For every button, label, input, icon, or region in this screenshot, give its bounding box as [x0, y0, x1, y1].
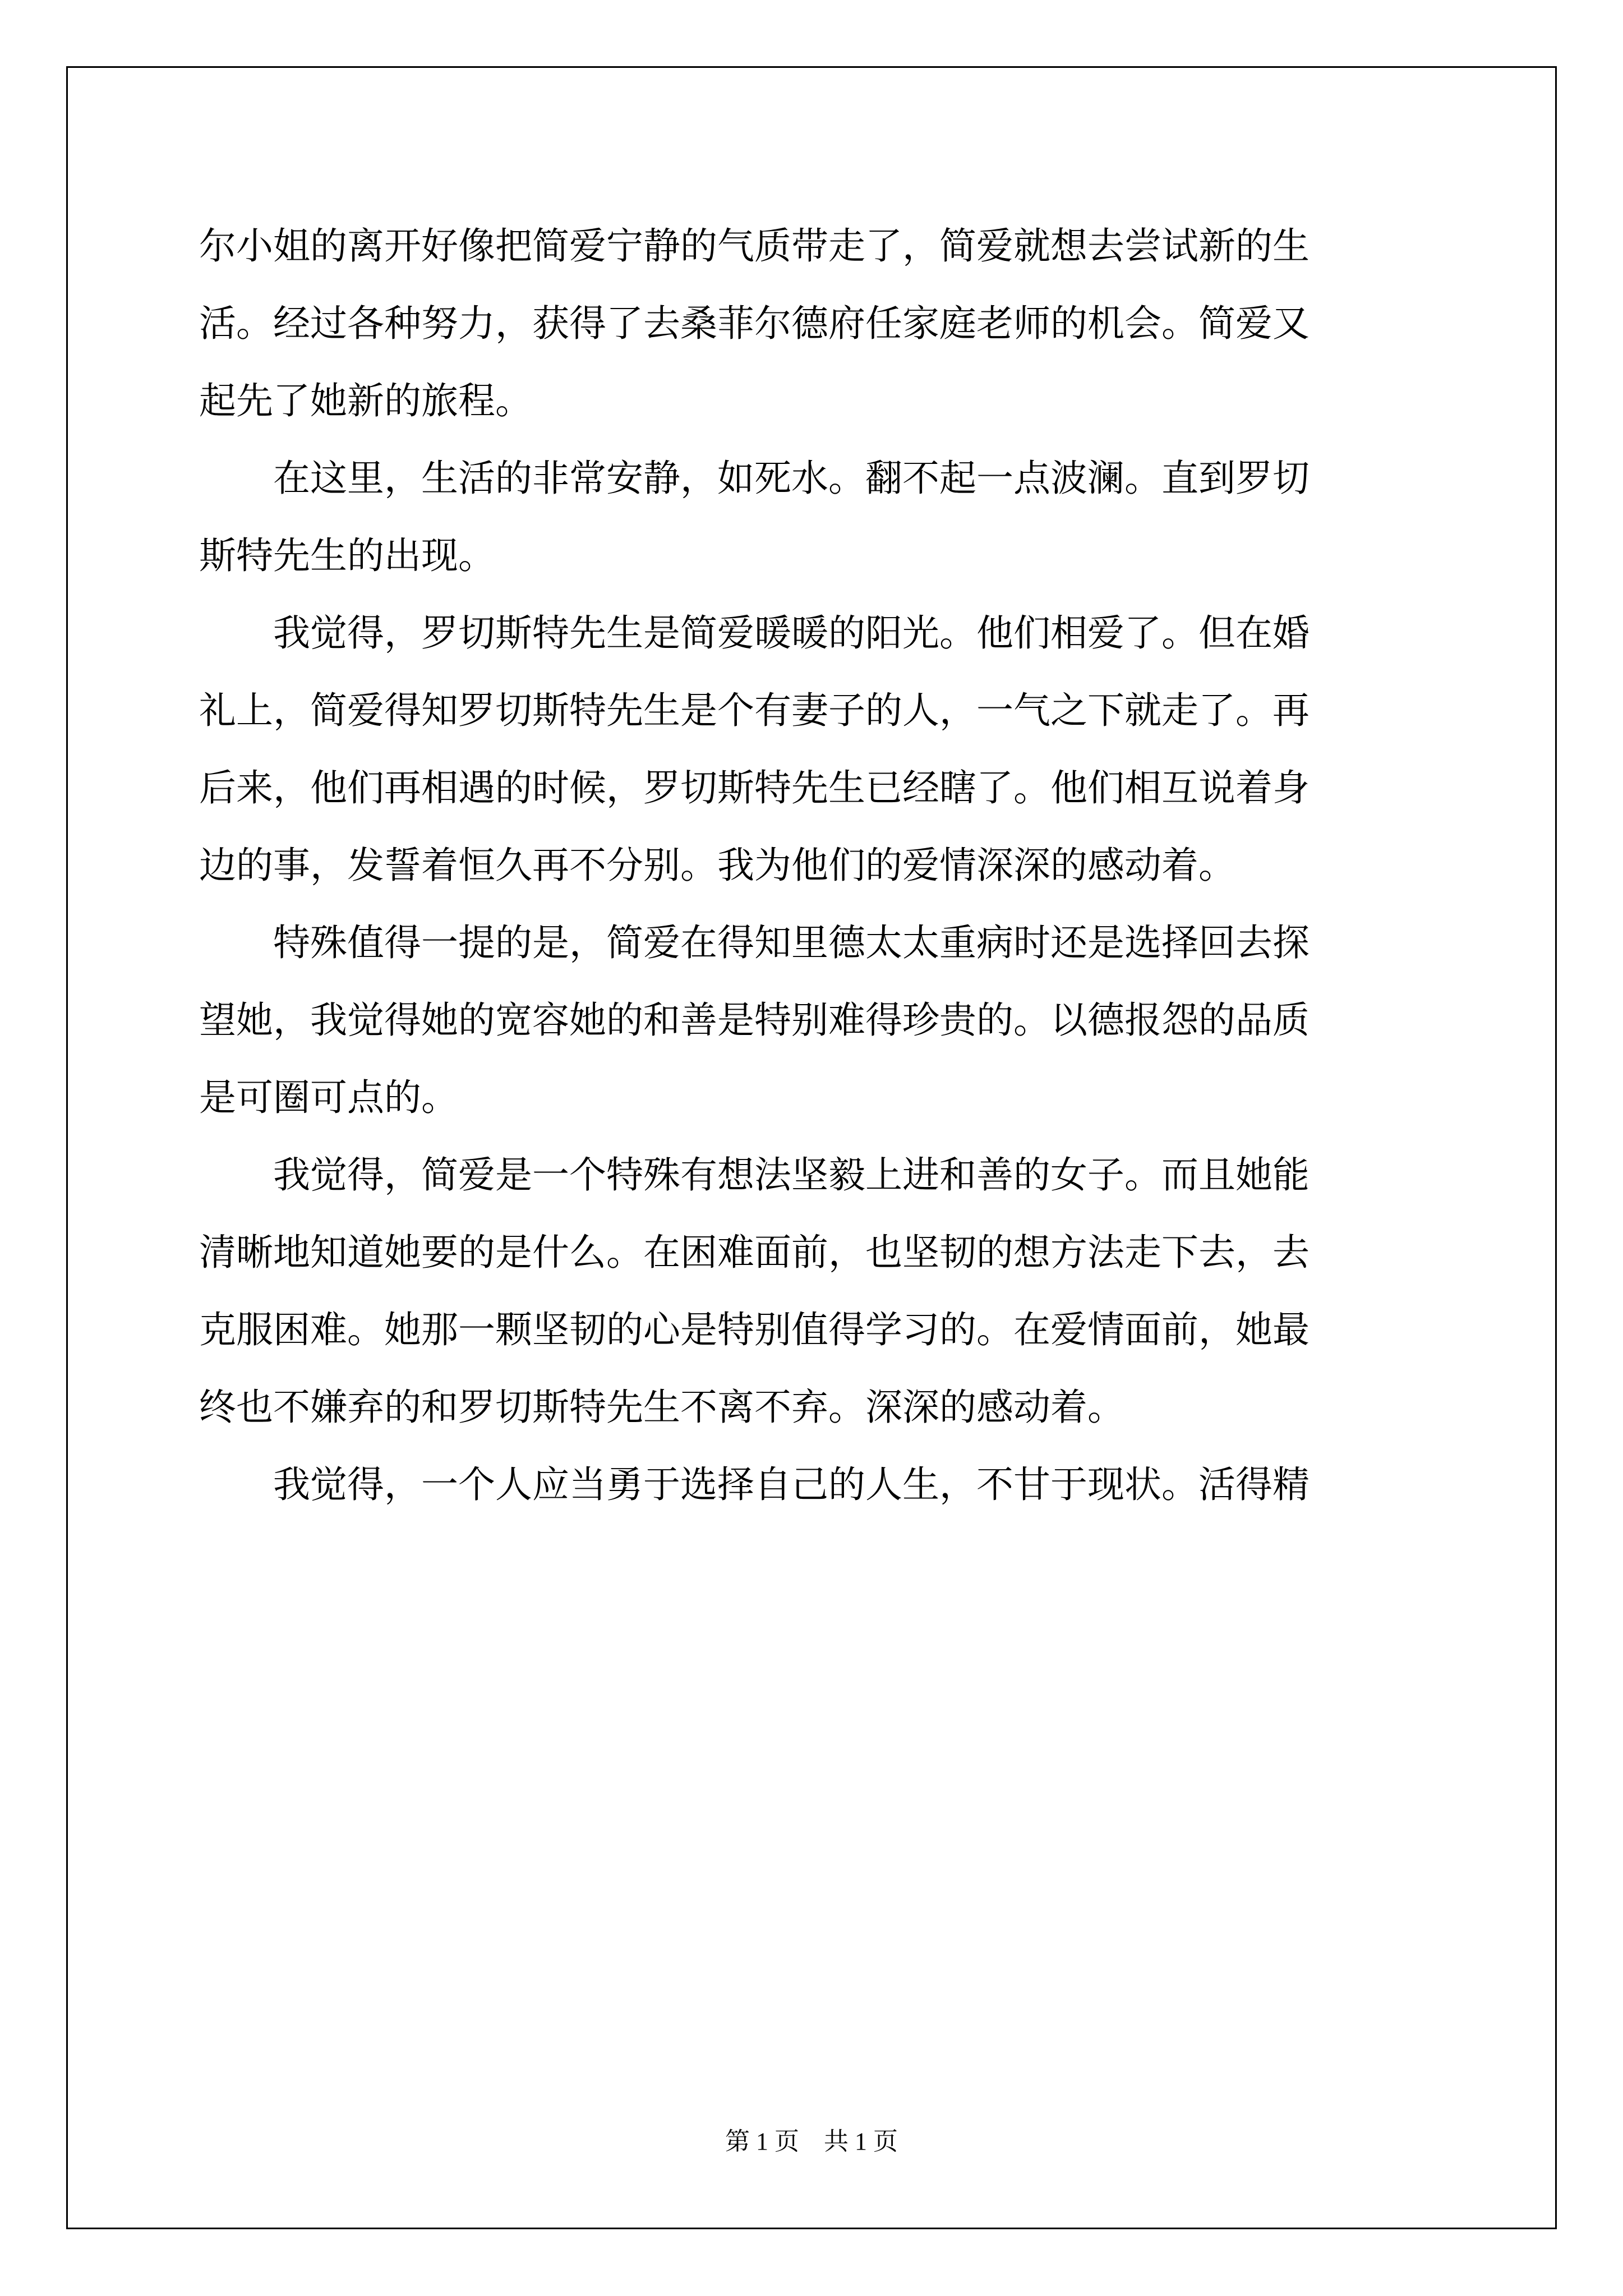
text-line: 边的事，发誓着恒久再不分别。我为他们的爱情深深的感动着。 [199, 844, 1235, 887]
text-line: 起先了她新的旅程。 [199, 379, 532, 422]
text-line: 在这里，生活的非常安静，如死水。翻不起一点波澜。直到罗切 [199, 457, 1310, 500]
page-footer [0, 2125, 1623, 2159]
text-line: 克服困难。她那一颗坚韧的心是特别值得学习的。在爱情面前，她最 [199, 1308, 1310, 1351]
text-line: 是可圈可点的。 [199, 1076, 458, 1119]
text-line: 我觉得，罗切斯特先生是简爱暖暖的阳光。他们相爱了。但在婚 [199, 611, 1310, 655]
text-line: 我觉得，简爱是一个特殊有想法坚毅上进和善的女子。而且她能 [199, 1153, 1310, 1197]
page-total: 共 1 页 [824, 2128, 898, 2155]
document-body [199, 208, 1433, 1524]
text-line: 特殊值得一提的是，简爱在得知里德太太重病时还是选择回去探 [199, 921, 1310, 964]
page-number: 第 1 页 [725, 2128, 799, 2155]
text-line: 尔小姐的离开好像把简爱宁静的气质带走了，简爱就想去尝试新的生 [199, 224, 1310, 268]
text-line: 清晰地知道她要的是什么。在困难面前，也坚韧的想方法走下去，去 [199, 1231, 1310, 1274]
text-line: 斯特先生的出现。 [199, 534, 495, 577]
text-line: 礼上，简爱得知罗切斯特先生是个有妻子的人，一气之下就走了。再 [199, 689, 1310, 732]
text-line: 终也不嫌弃的和罗切斯特先生不离不弃。深深的感动着。 [199, 1386, 1124, 1429]
text-line: 活。经过各种努力，获得了去桑菲尔德府任家庭老师的机会。简爱又 [199, 302, 1310, 345]
text-line: 望她，我觉得她的宽容她的和善是特别难得珍贵的。以德报怨的品质 [199, 999, 1310, 1042]
text-line: 我觉得，一个人应当勇于选择自己的人生，不甘于现状。活得精 [199, 1463, 1310, 1506]
text-line: 后来，他们再相遇的时候，罗切斯特先生已经瞎了。他们相互说着身 [199, 766, 1310, 809]
